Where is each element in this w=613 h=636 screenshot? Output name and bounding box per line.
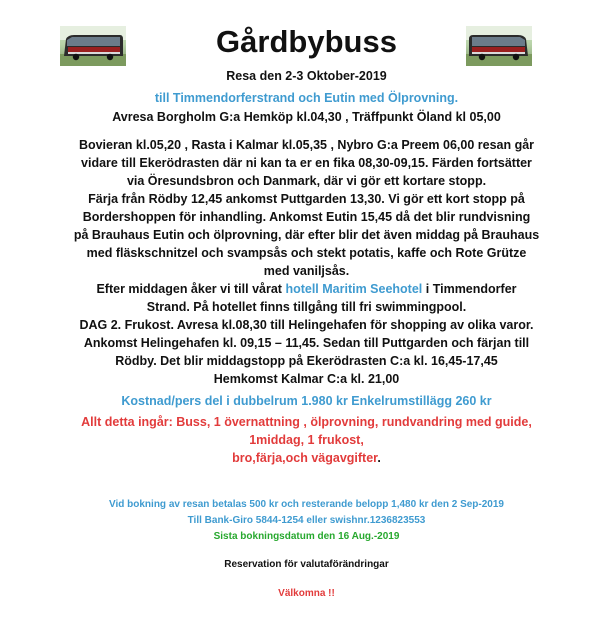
welcome-line: Välkomna !! (278, 588, 335, 599)
day2-line: Ankomst Helingehafen kl. 09,15 – 11,45. Sedan till Puttgarden och färjan till (83, 336, 530, 350)
hotel-line (0, 280, 613, 298)
deadline-line: Sista bokningsdatum den 16 Aug.-2019 (213, 531, 400, 542)
day2-line: Rödby. Det blir middagstopp på Ekerödrasten C:a kl. 16,45-17,45 (115, 354, 498, 368)
included-last-suffix: . (377, 451, 381, 465)
body-line: Bovieran kl.05,20 , Rasta i Kalmar kl.05,35 , Nybro G:a Preem 06,00 resan går (78, 138, 535, 152)
reservation-line: Reservation för valutaförändringar (224, 559, 389, 570)
body-line: på Brauhaus Eutin och ölprovning, där efter blir det även middag på Brauhaus (73, 228, 540, 242)
body-line: med vaniljsås. (263, 264, 350, 278)
body-line: Färja från Rödby 12,45 ankomst Puttgarden 13,30. Vi gör ett kort stopp på (88, 192, 525, 206)
route-line: till Timmendorferstrand och Eutin med Ölprovning. (154, 91, 459, 105)
body-line: med fläskschnitzel och svampsås och stekt potatis, kaffe och Rote Grütze (86, 246, 527, 260)
booking-line: Till Bank-Giro 5844-1254 eller swishnr.1236823553 (187, 515, 426, 526)
hotel-line-before: Efter middagen åker vi till vårat (96, 282, 286, 296)
price-line: Kostnad/pers del i dubbelrum 1.980 kr Enkelrumstillägg 260 kr (121, 394, 492, 408)
booking-line: Vid bokning av resan betalas 500 kr och resterande belopp 1,480 kr den 2 Sep-2019 (109, 499, 504, 510)
departure-line: Avresa Borgholm G:a Hemköp kl.04,30 , Träffpunkt Öland kl 05,00 (112, 110, 501, 124)
included-line: Allt detta ingår: Buss, 1 övernattning , ölprovning, rundvandring med guide, (81, 415, 532, 429)
day2-line: Strand. På hotellet finns tillgång till fri swimmingpool. (146, 300, 467, 314)
date-line: Resa den 2-3 Oktober-2019 (226, 69, 387, 83)
body-line: Bordershoppen för inhandling. Ankomst Eutin 15,45 då det blir rundvisning (82, 210, 531, 224)
hotel-line-after: i Timmendorfer (422, 282, 517, 296)
hotel-name: hotell Maritim Seehotel (285, 282, 423, 296)
body-line: vidare till Ekerödrasten där ni kan ta er en fika 08,30-09,15. Färden fortsätter (81, 156, 532, 170)
day2-line: Hemkomst Kalmar C:a kl. 21,00 (213, 372, 400, 386)
included-line: 1middag, 1 frukost, (249, 433, 364, 447)
included-last-text: bro,färja,och vägavgifter (232, 451, 378, 465)
day2-line: DAG 2. Frukost. Avresa kl.08,30 till Helingehafen för shopping av olika varor. (79, 318, 534, 332)
included-line-last (0, 449, 613, 467)
body-line: via Öresundsbron och Danmark, där vi gör ett kortare stopp. (126, 174, 487, 188)
page-title: Gårdbybuss (216, 24, 397, 59)
